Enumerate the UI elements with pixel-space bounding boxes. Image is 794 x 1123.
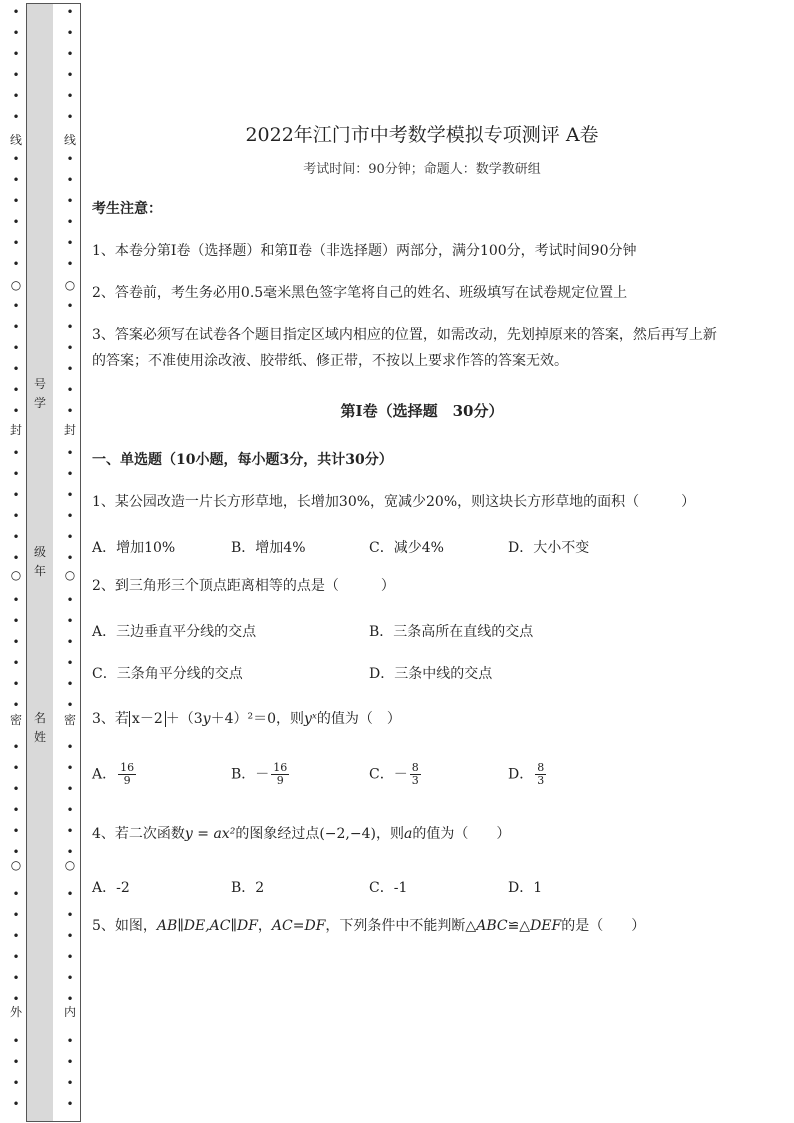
binding-dot: •: [66, 467, 74, 481]
binding-dot: •: [66, 803, 74, 817]
binding-dot: •: [66, 761, 74, 775]
binding-dot: •: [12, 257, 20, 271]
fraction-denominator: 3: [411, 774, 419, 787]
binding-dot: •: [12, 110, 20, 124]
question-5-triangle-1: ABC: [476, 918, 508, 934]
fraction-denominator: 9: [123, 774, 131, 787]
question-5-text-c: ，下列条件中不能判断△: [325, 918, 477, 934]
binding-dot: •: [12, 236, 20, 250]
binding-dot: •: [12, 26, 20, 40]
outer-dotted-line: [7, 0, 25, 1123]
question-3-option-d: [508, 762, 546, 787]
binding-dot: •: [66, 236, 74, 250]
page-subtitle: 考试时间：90分钟；命题人：数学教研组: [303, 162, 541, 177]
question-1-option-a: A．增加10%: [92, 540, 176, 556]
binding-dot: •: [66, 320, 74, 334]
question-3-option-a: [92, 762, 136, 787]
binding-dot: •: [12, 551, 20, 565]
question-5-triangle-2: DEF: [530, 918, 562, 934]
binding-dot: •: [66, 215, 74, 229]
inner-marker-2: ○: [64, 278, 76, 292]
binding-dot: •: [12, 89, 20, 103]
option-label: D．: [508, 766, 534, 783]
binding-dot: •: [66, 614, 74, 628]
binding-dot: •: [66, 47, 74, 61]
outer-marker-6: ○: [10, 858, 22, 872]
binding-dot: •: [66, 446, 74, 460]
fraction-numerator: 8: [411, 761, 419, 774]
inner-marker-6: ○: [64, 858, 76, 872]
fraction: [271, 762, 289, 787]
notice-item-2: 2、答卷前，考生务必用0.5毫米黑色签字笔将自己的姓名、班级填写在试卷规定位置上: [92, 285, 628, 301]
binding-dot: •: [12, 1034, 20, 1048]
question-5-condition-1: AB∥DE,AC∥DF: [156, 918, 258, 934]
binding-dot: •: [12, 761, 20, 775]
field-label-name-1: 名: [33, 711, 46, 725]
page-title: 2022年江门市中考数学模拟专项测评 A卷: [245, 124, 599, 146]
binding-dot: •: [66, 950, 74, 964]
binding-dot: •: [12, 971, 20, 985]
binding-dot: •: [12, 908, 20, 922]
binding-dot: •: [66, 1034, 74, 1048]
binding-dot: •: [66, 635, 74, 649]
binding-dot: •: [66, 173, 74, 187]
inner-marker-5: 密: [63, 713, 76, 727]
binding-dot: •: [12, 5, 20, 19]
question-4-point: (−2,−4): [319, 826, 376, 842]
binding-dot: •: [12, 404, 20, 418]
inner-marker-4: ○: [64, 568, 76, 582]
binding-dot: •: [66, 677, 74, 691]
binding-dot: •: [66, 698, 74, 712]
binding-dot: •: [66, 404, 74, 418]
binding-dot: •: [12, 887, 20, 901]
notice-heading: 考生注意：: [92, 201, 162, 217]
binding-dot: •: [66, 908, 74, 922]
question-4-text-a: 4、若二次函数: [92, 826, 185, 842]
binding-dot: •: [12, 446, 20, 460]
question-2-option-b: B．三条高所在直线的交点: [369, 624, 534, 640]
binding-dot: •: [12, 782, 20, 796]
binding-dot: •: [66, 887, 74, 901]
binding-dot: •: [66, 530, 74, 544]
option-sign: －: [255, 766, 270, 783]
fraction: [535, 762, 546, 787]
field-label-name-2: 姓: [33, 730, 46, 744]
part-heading: 一、单选题（10小题，每小题3分，共计30分）: [92, 452, 393, 468]
binding-dot: •: [12, 635, 20, 649]
binding-dot: •: [66, 362, 74, 376]
question-4-option-a: A．-2: [92, 880, 130, 896]
option-label: A．: [92, 766, 117, 783]
fraction-denominator: 3: [537, 774, 545, 787]
binding-margin: [0, 0, 82, 1123]
binding-dot: •: [66, 299, 74, 313]
inner-marker-3: 封: [63, 423, 76, 437]
binding-dot: •: [12, 215, 20, 229]
fraction-numerator: 16: [273, 761, 288, 774]
question-4-option-c: C．-1: [369, 880, 408, 896]
question-5-text-d: ≌△: [507, 918, 531, 934]
question-3-text-c: ＋4）²＝0，则: [210, 711, 305, 727]
binding-dot: •: [66, 656, 74, 670]
binding-dot: •: [66, 488, 74, 502]
binding-dot: •: [66, 257, 74, 271]
binding-dot: •: [12, 1055, 20, 1069]
inner-marker-1: 线: [63, 133, 76, 147]
binding-dot: •: [12, 488, 20, 502]
outer-marker-2: ○: [10, 278, 22, 292]
binding-dot: •: [12, 803, 20, 817]
notice-item-3: 3、答案必须写在试卷各个题目指定区域内相应的位置，如需改动，先划掉原来的答案，然后再写上新: [92, 327, 717, 343]
fraction: [118, 762, 136, 787]
binding-dot: •: [66, 194, 74, 208]
question-2-option-d: D．三条中线的交点: [369, 666, 493, 682]
question-4-formula: y = ax²: [184, 826, 236, 842]
binding-dot: •: [66, 845, 74, 859]
notice-item-1: 1、本卷分第I卷（选择题）和第Ⅱ卷（非选择题）两部分，满分100分，考试时间90分钟: [92, 243, 637, 259]
binding-dot: •: [66, 26, 74, 40]
binding-dot: •: [66, 1076, 74, 1090]
outer-marker-4: ○: [10, 568, 22, 582]
question-4-text-b: 的图象经过点: [235, 826, 320, 842]
binding-dot: •: [66, 992, 74, 1006]
question-3-abs: x－2: [129, 711, 166, 727]
binding-dot: •: [66, 740, 74, 754]
question-3-var-y: y: [202, 711, 211, 727]
question-4-var-a: a: [403, 826, 413, 842]
binding-dot: •: [66, 824, 74, 838]
binding-dot: •: [66, 152, 74, 166]
question-3-var-yx: yˣ: [304, 711, 317, 727]
question-3-option-c: [369, 762, 421, 787]
binding-dot: •: [12, 677, 20, 691]
binding-dot: •: [12, 929, 20, 943]
fraction-numerator: 8: [537, 761, 545, 774]
binding-dot: •: [12, 824, 20, 838]
question-5-text-e: 的是（ ）: [561, 918, 646, 934]
binding-dot: •: [12, 614, 20, 628]
binding-dot: •: [12, 320, 20, 334]
binding-dot: •: [12, 299, 20, 313]
binding-dot: •: [12, 194, 20, 208]
question-3-text-a: 3、若: [92, 711, 129, 727]
question-2-stem: 2、到三角形三个顶点距离相等的点是（ ）: [92, 578, 395, 594]
binding-dot: •: [66, 971, 74, 985]
section-title: 第I卷（选择题 30分）: [340, 402, 504, 420]
question-3-text-b: ＋（3: [165, 711, 203, 727]
outer-marker-7: 外: [9, 1005, 22, 1019]
question-1-option-c: C．减少4%: [369, 540, 444, 556]
question-5-stem: [92, 913, 645, 939]
binding-dot: •: [12, 950, 20, 964]
binding-dot: •: [66, 89, 74, 103]
binding-dot: •: [12, 173, 20, 187]
binding-dot: •: [12, 845, 20, 859]
question-3-text-d: 的值为（ ）: [316, 711, 401, 727]
binding-dot: •: [66, 929, 74, 943]
option-sign: －: [393, 766, 408, 783]
binding-dot: •: [66, 383, 74, 397]
binding-dot: •: [12, 47, 20, 61]
binding-dot: •: [12, 1097, 20, 1111]
outer-marker-3: 封: [9, 423, 22, 437]
question-5-text-a: 5、如图，: [92, 918, 157, 934]
binding-dot: •: [66, 5, 74, 19]
binding-dot: •: [12, 341, 20, 355]
binding-dot: •: [12, 656, 20, 670]
inner-dotted-line: [61, 0, 79, 1123]
binding-dot: •: [12, 698, 20, 712]
question-5-condition-2: AC=DF: [271, 918, 326, 934]
question-4-stem: [92, 821, 510, 847]
question-5-text-b: ，: [257, 918, 272, 934]
fraction: [410, 762, 421, 787]
binding-dot: •: [12, 68, 20, 82]
notice-item-3-cont: 的答案；不准使用涂改液、胶带纸、修正带，不按以上要求作答的答案无效。: [92, 353, 568, 369]
binding-dot: •: [66, 1097, 74, 1111]
binding-dot: •: [12, 362, 20, 376]
question-4-option-d: D．1: [508, 880, 543, 896]
field-label-grade-2: 年: [33, 564, 46, 578]
binding-dot: •: [66, 509, 74, 523]
question-1-option-d: D．大小不变: [508, 540, 590, 556]
binding-dot: •: [12, 740, 20, 754]
question-2-option-c: C．三条角平分线的交点: [92, 666, 243, 682]
binding-dot: •: [66, 1055, 74, 1069]
binding-dot: •: [66, 110, 74, 124]
fraction-numerator: 16: [120, 761, 135, 774]
question-1-stem: 1、某公园改造一片长方形草地，长增加30%，宽减少20%，则这块长方形草地的面积（ ）: [92, 494, 696, 510]
option-label: C．: [369, 766, 394, 783]
binding-dot: •: [66, 782, 74, 796]
binding-dot: •: [66, 341, 74, 355]
field-label-grade-1: 级: [33, 545, 46, 559]
binding-dot: •: [66, 68, 74, 82]
question-1-option-b: B．增加4%: [231, 540, 306, 556]
field-label-student-number-1: 号: [33, 377, 46, 391]
binding-dot: •: [66, 551, 74, 565]
binding-dot: •: [12, 467, 20, 481]
binding-dot: •: [12, 992, 20, 1006]
binding-dot: •: [12, 152, 20, 166]
binding-dot: •: [12, 383, 20, 397]
outer-marker-1: 线: [9, 133, 22, 147]
binding-dot: •: [12, 509, 20, 523]
question-4-text-c: ，则: [375, 826, 404, 842]
binding-dot: •: [12, 1076, 20, 1090]
question-4-text-d: 的值为（ ）: [412, 826, 511, 842]
field-label-student-number-2: 学: [33, 396, 46, 410]
binding-dot: •: [12, 593, 20, 607]
binding-dot: •: [66, 593, 74, 607]
fraction-denominator: 9: [276, 774, 284, 787]
question-2-option-a: A．三边垂直平分线的交点: [92, 624, 257, 640]
question-3-option-b: [231, 762, 289, 787]
inner-marker-7: 内: [63, 1005, 76, 1019]
option-label: B．: [231, 766, 256, 783]
outer-marker-5: 密: [9, 713, 22, 727]
question-3-stem: [92, 706, 401, 732]
question-4-option-b: B．2: [231, 880, 265, 896]
binding-dot: •: [12, 530, 20, 544]
